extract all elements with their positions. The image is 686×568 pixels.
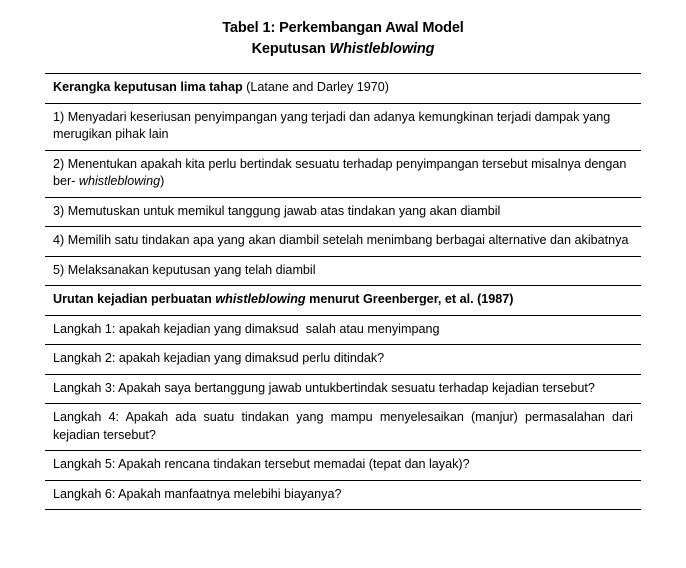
langkah-3-cell xyxy=(45,374,641,404)
caption-line-2 xyxy=(0,39,686,60)
langkah-1-cell xyxy=(45,315,641,345)
section2-header-bold-before: Urutan kejadian perbuatan xyxy=(53,292,216,306)
table-body xyxy=(45,74,641,510)
table-caption xyxy=(0,0,686,60)
step-1-text: 1) Menyadari keseriusan penyimpangan yang terjadi dan adanya kemungkinan terjadi dampak yang merugikan pihak lain xyxy=(53,109,611,141)
table-row xyxy=(45,150,641,197)
step-3-cell xyxy=(45,197,641,227)
table-container xyxy=(45,73,641,510)
langkah-2-text: Langkah 2: apakah kejadian yang dimaksud perlu ditindak? xyxy=(53,351,385,365)
langkah-4-text: Langkah 4: Apakah ada suatu tindakan yang mampu menyelesaikan (manjur) permasalahan dari kejadian tersebut? xyxy=(53,410,633,442)
table-row xyxy=(45,286,641,316)
caption-line-2-italic: Whistleblowing xyxy=(329,41,435,57)
section-header-greenberger xyxy=(45,286,641,316)
step-2-text-after: ) xyxy=(160,174,165,188)
step-4-text: 4) Memilih satu tindakan apa yang akan diambil setelah menimbang berbagai alternative dan akibatnya xyxy=(53,233,629,247)
table-row xyxy=(45,256,641,286)
caption-line-2-prefix: Keputusan xyxy=(251,41,330,57)
step-2-text-before: 2) Menentukan apakah kita perlu bertindak sesuatu terhadap penyimpangan tersebut misalnya dengan ber- xyxy=(53,156,627,188)
langkah-1-text: Langkah 1: apakah kejadian yang dimaksud salah atau menyimpang xyxy=(53,321,440,336)
caption-line-1: Tabel 1: Perkembangan Awal Model xyxy=(222,20,464,36)
section-header-latane-darley xyxy=(45,74,641,104)
section2-header-italic: whistleblowing xyxy=(215,292,306,306)
step-3-text: 3) Memutuskan untuk memikul tanggung jawab atas tindakan yang akan diambil xyxy=(53,203,501,218)
step-4-cell xyxy=(45,227,641,257)
table-row xyxy=(45,74,641,104)
section1-header-bold: Kerangka keputusan lima tahap xyxy=(53,80,243,94)
section2-header-bold-after: menurut Greenberger, et al. (1987) xyxy=(305,292,514,306)
table-row xyxy=(45,480,641,510)
step-5-cell xyxy=(45,256,641,286)
table-row xyxy=(45,315,641,345)
table-row xyxy=(45,227,641,257)
langkah-5-cell xyxy=(45,451,641,481)
table-row xyxy=(45,374,641,404)
langkah-4-cell xyxy=(45,404,641,451)
step-2-cell xyxy=(45,150,641,197)
step-1-cell xyxy=(45,103,641,150)
langkah-6-text: Langkah 6: Apakah manfaatnya melebihi biayanya? xyxy=(53,486,342,501)
langkah-5-text: Langkah 5: Apakah rencana tindakan tersebut memadai (tepat dan layak)? xyxy=(53,457,470,471)
table-row xyxy=(45,103,641,150)
table-row xyxy=(45,404,641,451)
whistleblowing-model-table xyxy=(45,73,641,510)
table-row xyxy=(45,451,641,481)
langkah-3-text: Langkah 3: Apakah saya bertanggung jawab untukbertindak sesuatu terhadap kejadian tersebut? xyxy=(53,380,595,395)
langkah-2-cell xyxy=(45,345,641,375)
step-2-text-italic: whistleblowing xyxy=(78,174,161,188)
langkah-6-cell xyxy=(45,480,641,510)
table-row xyxy=(45,197,641,227)
step-5-text: 5) Melaksanakan keputusan yang telah diambil xyxy=(53,262,316,277)
table-row xyxy=(45,345,641,375)
section1-header-citation: (Latane and Darley 1970) xyxy=(242,80,389,94)
